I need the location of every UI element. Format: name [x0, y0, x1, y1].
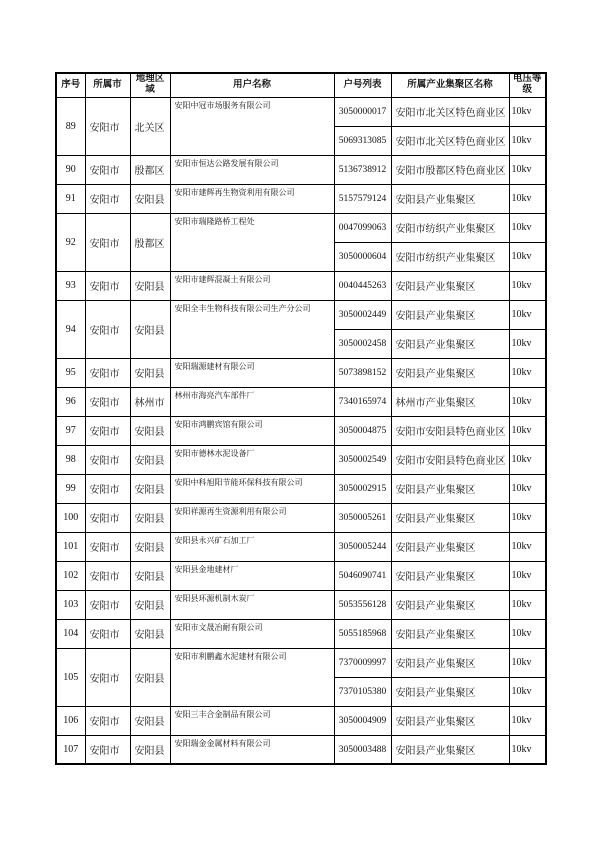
row-number-cell: 105: [56, 648, 85, 706]
cluster-cell: 安阳县产业集聚区: [391, 474, 509, 503]
account-id-cell: 5069313085: [334, 126, 391, 155]
region-cell: 安阳县: [130, 358, 170, 387]
voltage-cell: 10kv: [509, 213, 546, 242]
voltage-cell: 10kv: [509, 416, 546, 445]
account-id-cell: 5055185968: [334, 619, 391, 648]
cluster-cell: 安阳市北关区特色商业区: [391, 97, 509, 126]
voltage-cell: 10kv: [509, 706, 546, 735]
account-id-cell: 0040445263: [334, 271, 391, 300]
city-cell: 安阳市: [85, 387, 130, 416]
row-number-cell: 97: [56, 416, 85, 445]
account-id-cell: 3050002449: [334, 300, 391, 329]
cluster-cell: 安阳县产业集聚区: [391, 271, 509, 300]
row-number-cell: 107: [56, 735, 85, 764]
table-body: [56, 97, 546, 764]
cluster-cell: 安阳县产业集聚区: [391, 532, 509, 561]
row-number-cell: 104: [56, 619, 85, 648]
user-name-cell: 安阳瑞金金属材料有限公司: [170, 735, 334, 764]
voltage-cell: 10kv: [509, 735, 546, 764]
account-id-cell: 3050002915: [334, 474, 391, 503]
voltage-cell: 10kv: [509, 329, 546, 358]
city-cell: 安阳市: [85, 561, 130, 590]
cluster-cell: 安阳市安阳县特色商业区: [391, 416, 509, 445]
region-cell: 安阳县: [130, 706, 170, 735]
row-number-cell: 94: [56, 300, 85, 358]
table-row: [56, 503, 546, 532]
table-row: [56, 213, 546, 242]
region-cell: 安阳县: [130, 416, 170, 445]
account-id-cell: 3050000604: [334, 242, 391, 271]
cluster-cell: 安阳县产业集聚区: [391, 503, 509, 532]
user-name-cell: 安阳市利鹏鑫水泥建材有限公司: [170, 648, 334, 706]
user-name-cell: 安阳中科旭阳节能环保科技有限公司: [170, 474, 334, 503]
table-row: [56, 619, 546, 648]
row-number-cell: 93: [56, 271, 85, 300]
region-cell: 安阳县: [130, 474, 170, 503]
city-cell: 安阳市: [85, 300, 130, 358]
row-number-cell: 98: [56, 445, 85, 474]
user-name-cell: 安阳县环源机制木炭厂: [170, 590, 334, 619]
cluster-cell: 安阳县产业集聚区: [391, 358, 509, 387]
city-cell: 安阳市: [85, 590, 130, 619]
region-cell: 殷都区: [130, 213, 170, 271]
region-cell: 安阳县: [130, 532, 170, 561]
city-cell: 安阳市: [85, 532, 130, 561]
city-cell: 安阳市: [85, 503, 130, 532]
row-number-cell: 102: [56, 561, 85, 590]
region-cell: 安阳县: [130, 619, 170, 648]
city-cell: 安阳市: [85, 735, 130, 764]
col-header-region: 地理区域: [130, 73, 170, 97]
region-cell: 安阳县: [130, 561, 170, 590]
voltage-cell: 10kv: [509, 677, 546, 706]
table-row: [56, 590, 546, 619]
account-id-cell: 3050002458: [334, 329, 391, 358]
table-row: [56, 97, 546, 126]
col-header-seq: 序号: [56, 73, 85, 97]
region-cell: 北关区: [130, 97, 170, 155]
cluster-cell: 安阳县产业集聚区: [391, 735, 509, 764]
voltage-cell: 10kv: [509, 271, 546, 300]
row-number-cell: 96: [56, 387, 85, 416]
voltage-cell: 10kv: [509, 242, 546, 271]
region-cell: 安阳县: [130, 735, 170, 764]
city-cell: 安阳市: [85, 619, 130, 648]
region-cell: 安阳县: [130, 503, 170, 532]
row-number-cell: 106: [56, 706, 85, 735]
row-number-cell: 91: [56, 184, 85, 213]
region-cell: 安阳县: [130, 648, 170, 706]
cluster-cell: 安阳市北关区特色商业区: [391, 126, 509, 155]
city-cell: 安阳市: [85, 445, 130, 474]
table-row: [56, 706, 546, 735]
cluster-cell: 安阳县产业集聚区: [391, 648, 509, 677]
user-name-cell: 安阳全丰生物科技有限公司生产分公司: [170, 300, 334, 358]
account-id-cell: 3050003488: [334, 735, 391, 764]
table-row: [56, 474, 546, 503]
col-header-city: 所属市: [85, 73, 130, 97]
user-name-cell: 安阳市瑞隆路桥工程处: [170, 213, 334, 271]
account-id-cell: 5046090741: [334, 561, 391, 590]
col-header-account: 户号列表: [334, 73, 391, 97]
account-id-cell: 3050002549: [334, 445, 391, 474]
row-number-cell: 95: [56, 358, 85, 387]
account-id-cell: 3050005261: [334, 503, 391, 532]
voltage-cell: 10kv: [509, 590, 546, 619]
header-row: [56, 73, 546, 97]
table-row: [56, 445, 546, 474]
table-row: [56, 648, 546, 677]
cluster-cell: 林州市产业集聚区: [391, 387, 509, 416]
user-name-cell: 安阳县永兴矿石加工厂: [170, 532, 334, 561]
cluster-cell: 安阳县产业集聚区: [391, 184, 509, 213]
user-name-cell: 安阳市建辉再生物资利用有限公司: [170, 184, 334, 213]
row-number-cell: 89: [56, 97, 85, 155]
account-id-cell: 5073898152: [334, 358, 391, 387]
user-name-cell: 安阳县金地建材厂: [170, 561, 334, 590]
account-id-cell: 7340165974: [334, 387, 391, 416]
voltage-cell: 10kv: [509, 97, 546, 126]
cluster-cell: 安阳县产业集聚区: [391, 329, 509, 358]
account-id-cell: 7370009997: [334, 648, 391, 677]
row-number-cell: 92: [56, 213, 85, 271]
power-user-table: [55, 72, 547, 765]
city-cell: 安阳市: [85, 97, 130, 155]
table-row: [56, 300, 546, 329]
cluster-cell: 安阳县产业集聚区: [391, 590, 509, 619]
voltage-cell: 10kv: [509, 474, 546, 503]
cluster-cell: 安阳市纺织产业集聚区: [391, 242, 509, 271]
cluster-cell: 安阳市殷都区特色商业区: [391, 155, 509, 184]
user-name-cell: 安阳祥源再生资源利用有限公司: [170, 503, 334, 532]
region-cell: 林州市: [130, 387, 170, 416]
voltage-cell: 10kv: [509, 300, 546, 329]
table-row: [56, 155, 546, 184]
voltage-cell: 10kv: [509, 561, 546, 590]
row-number-cell: 100: [56, 503, 85, 532]
row-number-cell: 90: [56, 155, 85, 184]
cluster-cell: 安阳县产业集聚区: [391, 561, 509, 590]
city-cell: 安阳市: [85, 184, 130, 213]
voltage-cell: 10kv: [509, 648, 546, 677]
user-name-cell: 安阳中冠市场服务有限公司: [170, 97, 334, 155]
city-cell: 安阳市: [85, 706, 130, 735]
row-number-cell: 101: [56, 532, 85, 561]
user-name-cell: 安阳市恒达公路发展有限公司: [170, 155, 334, 184]
user-name-cell: 安阳三丰合金制品有限公司: [170, 706, 334, 735]
cluster-cell: 安阳县产业集聚区: [391, 677, 509, 706]
user-name-cell: 林州市海亮汽车部件厂: [170, 387, 334, 416]
account-id-cell: 0047099063: [334, 213, 391, 242]
col-header-user: 用户名称: [170, 73, 334, 97]
table-row: [56, 561, 546, 590]
city-cell: 安阳市: [85, 213, 130, 271]
region-cell: 安阳县: [130, 590, 170, 619]
account-id-cell: 5136738912: [334, 155, 391, 184]
voltage-cell: 10kv: [509, 358, 546, 387]
table-row: [56, 532, 546, 561]
region-cell: 殷都区: [130, 155, 170, 184]
city-cell: 安阳市: [85, 648, 130, 706]
user-name-cell: 安阳市文晟冶耐有限公司: [170, 619, 334, 648]
user-name-cell: 安阳瑞源建材有限公司: [170, 358, 334, 387]
city-cell: 安阳市: [85, 271, 130, 300]
user-name-cell: 安阳市鸿鹏宾馆有限公司: [170, 416, 334, 445]
region-cell: 安阳县: [130, 271, 170, 300]
row-number-cell: 103: [56, 590, 85, 619]
city-cell: 安阳市: [85, 474, 130, 503]
user-name-cell: 安阳市德林水泥设备厂: [170, 445, 334, 474]
user-name-cell: 安阳市建辉混凝土有限公司: [170, 271, 334, 300]
account-id-cell: 5053556128: [334, 590, 391, 619]
row-number-cell: 99: [56, 474, 85, 503]
voltage-cell: 10kv: [509, 532, 546, 561]
cluster-cell: 安阳县产业集聚区: [391, 706, 509, 735]
table-row: [56, 387, 546, 416]
account-id-cell: 5157579124: [334, 184, 391, 213]
account-id-cell: 3050004875: [334, 416, 391, 445]
table-row: [56, 735, 546, 764]
voltage-cell: 10kv: [509, 387, 546, 416]
city-cell: 安阳市: [85, 358, 130, 387]
voltage-cell: 10kv: [509, 184, 546, 213]
voltage-cell: 10kv: [509, 126, 546, 155]
city-cell: 安阳市: [85, 155, 130, 184]
cluster-cell: 安阳县产业集聚区: [391, 619, 509, 648]
region-cell: 安阳县: [130, 184, 170, 213]
table-row: [56, 184, 546, 213]
col-header-voltage: 电压等级: [509, 73, 546, 97]
city-cell: 安阳市: [85, 416, 130, 445]
account-id-cell: 3050004909: [334, 706, 391, 735]
account-id-cell: 3050000017: [334, 97, 391, 126]
region-cell: 安阳县: [130, 300, 170, 358]
voltage-cell: 10kv: [509, 619, 546, 648]
cluster-cell: 安阳县产业集聚区: [391, 300, 509, 329]
account-id-cell: 7370105380: [334, 677, 391, 706]
voltage-cell: 10kv: [509, 503, 546, 532]
table-row: [56, 416, 546, 445]
cluster-cell: 安阳市安阳县特色商业区: [391, 445, 509, 474]
voltage-cell: 10kv: [509, 155, 546, 184]
table-row: [56, 358, 546, 387]
table-row: [56, 271, 546, 300]
col-header-cluster: 所属产业集聚区名称: [391, 73, 509, 97]
account-id-cell: 3050005244: [334, 532, 391, 561]
voltage-cell: 10kv: [509, 445, 546, 474]
region-cell: 安阳县: [130, 445, 170, 474]
cluster-cell: 安阳市纺织产业集聚区: [391, 213, 509, 242]
